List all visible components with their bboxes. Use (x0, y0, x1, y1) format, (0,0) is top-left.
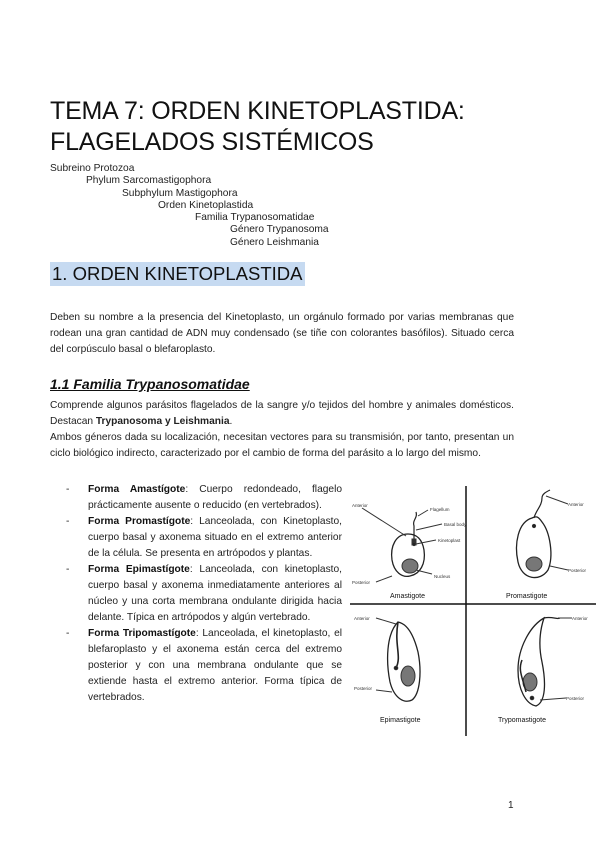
promastigote-caption: Promastigote (506, 593, 548, 600)
taxonomy-genero-leishmania: Género Leishmania (230, 237, 319, 248)
list-item (66, 482, 342, 514)
page-title (50, 96, 465, 158)
form-name: Forma Epimastígote (88, 564, 190, 575)
forms-list (66, 482, 342, 706)
amastigote-drawing (362, 508, 442, 582)
paragraph-familia-end: . (229, 416, 233, 427)
form-desc: : Lanceolada, con kinetoplasto, cuerpo basal y axonema inmediatamente anteriores al núcleo y una corta membrana ondulante dirigida hacia delante. Típica en artrópodos y algún vertebrado. (88, 564, 343, 623)
list-item (66, 626, 342, 706)
list-dash: - (66, 628, 70, 639)
amastigote-label-basal-body: Basal body (444, 522, 467, 527)
form-desc: : Lanceolada, con Kinetoplasto, cuerpo basal y axonema situado en el extremo anterior de la célula. Se presenta en artrópodos y plantas. (88, 516, 342, 559)
trypomastigote-label-anterior: Anterior (572, 616, 588, 621)
taxonomy-subphylum: Subphylum Mastigophora (122, 188, 238, 199)
trypomastigote-label-posterior: Posterior (566, 696, 585, 701)
title-line-1: TEMA 7: ORDEN KINETOPLASTIDA: (50, 97, 465, 125)
promastigote-drawing (517, 490, 568, 578)
form-name: Forma Amastígote (88, 484, 186, 495)
epimastigote-label-posterior: Posterior (354, 686, 373, 691)
epimastigote-label-anterior: Anterior (354, 616, 370, 621)
form-name: Forma Promastígote (88, 516, 191, 527)
epimastigote-drawing (376, 618, 420, 701)
taxonomy-phylum: Phylum Sarcomastigophora (86, 175, 212, 186)
amastigote-caption: Amastigote (390, 593, 426, 600)
list-dash: - (66, 516, 70, 527)
section-heading-1: 1. ORDEN KINETOPLASTIDA (52, 263, 303, 284)
trypomastigote-drawing (518, 617, 572, 706)
taxonomy-subreino: Subreino Protozoa (50, 163, 135, 174)
paragraph-familia (50, 398, 514, 430)
taxonomy-genero-trypanosoma: Género Trypanosoma (230, 224, 329, 235)
subsection-heading: 1.1 Familia Trypanosomatidae (50, 376, 250, 392)
list-dash: - (66, 484, 70, 495)
trypomastigote-caption: Trypomastigote (498, 717, 546, 724)
trypanosomatid-forms-figure (346, 486, 596, 736)
form-desc: : Cuerpo redondeado, flagelo prácticamente ausente o reducido (en vertebrados). (88, 484, 342, 511)
form-name: Forma Tripomastígote (88, 628, 196, 639)
promastigote-label-posterior: Posterior (568, 568, 587, 573)
paragraph-familia-text: Comprende algunos parásitos flagelados de la sangre y/o tejidos del hombre y animales domésticos. Destacan (50, 400, 514, 427)
taxonomy-familia: Familia Trypanosomatidae (195, 212, 315, 223)
amastigote-label-kinetoplast: Kinetoplast (438, 538, 461, 543)
list-item (66, 562, 342, 626)
list-dash: - (66, 564, 70, 575)
taxonomy-orden: Orden Kinetoplastida (158, 200, 254, 211)
form-desc: : Lanceolada, el kinetoplasto, el blefaroplasto y el axonema están cerca del extremo posterior y con una membrana ondulante que se extiende hasta el extremo anterior. Forma típica de vertebrados. (88, 628, 342, 703)
epimastigote-caption: Epimastigote (380, 717, 421, 724)
forms-diagram (346, 486, 596, 736)
amastigote-label-nucleus: Nucleus (434, 574, 451, 579)
paragraph-ciclo: Ambos géneros dada su localización, necesitan vectores para su transmisión, por tanto, presentan un ciclo biológico indirecto, caracterizado por el cambio de forma del parásito a lo largo del mismo. (50, 432, 514, 459)
amastigote-label-flagellum: Flagellum (430, 507, 450, 512)
promastigote-label-anterior: Anterior (568, 502, 584, 507)
page-number: 1 (508, 800, 514, 811)
amastigote-label-posterior: Posterior (352, 580, 371, 585)
amastigote-label-anterior: Anterior (352, 503, 368, 508)
list-item (66, 514, 342, 562)
paragraph-familia-bold: Trypanosoma y Leishmania (95, 416, 230, 427)
title-line-2: FLAGELADOS SISTÉMICOS (50, 128, 374, 156)
intro-paragraph: Deben su nombre a la presencia del Kinetoplasto, un orgánulo formado por varias membranas que rodean una gran cantidad de ADN muy condensado (se tiñe con colorantes basófilos). Situado cerca del corpúsculo basal o blefaroplasto. (50, 312, 514, 355)
